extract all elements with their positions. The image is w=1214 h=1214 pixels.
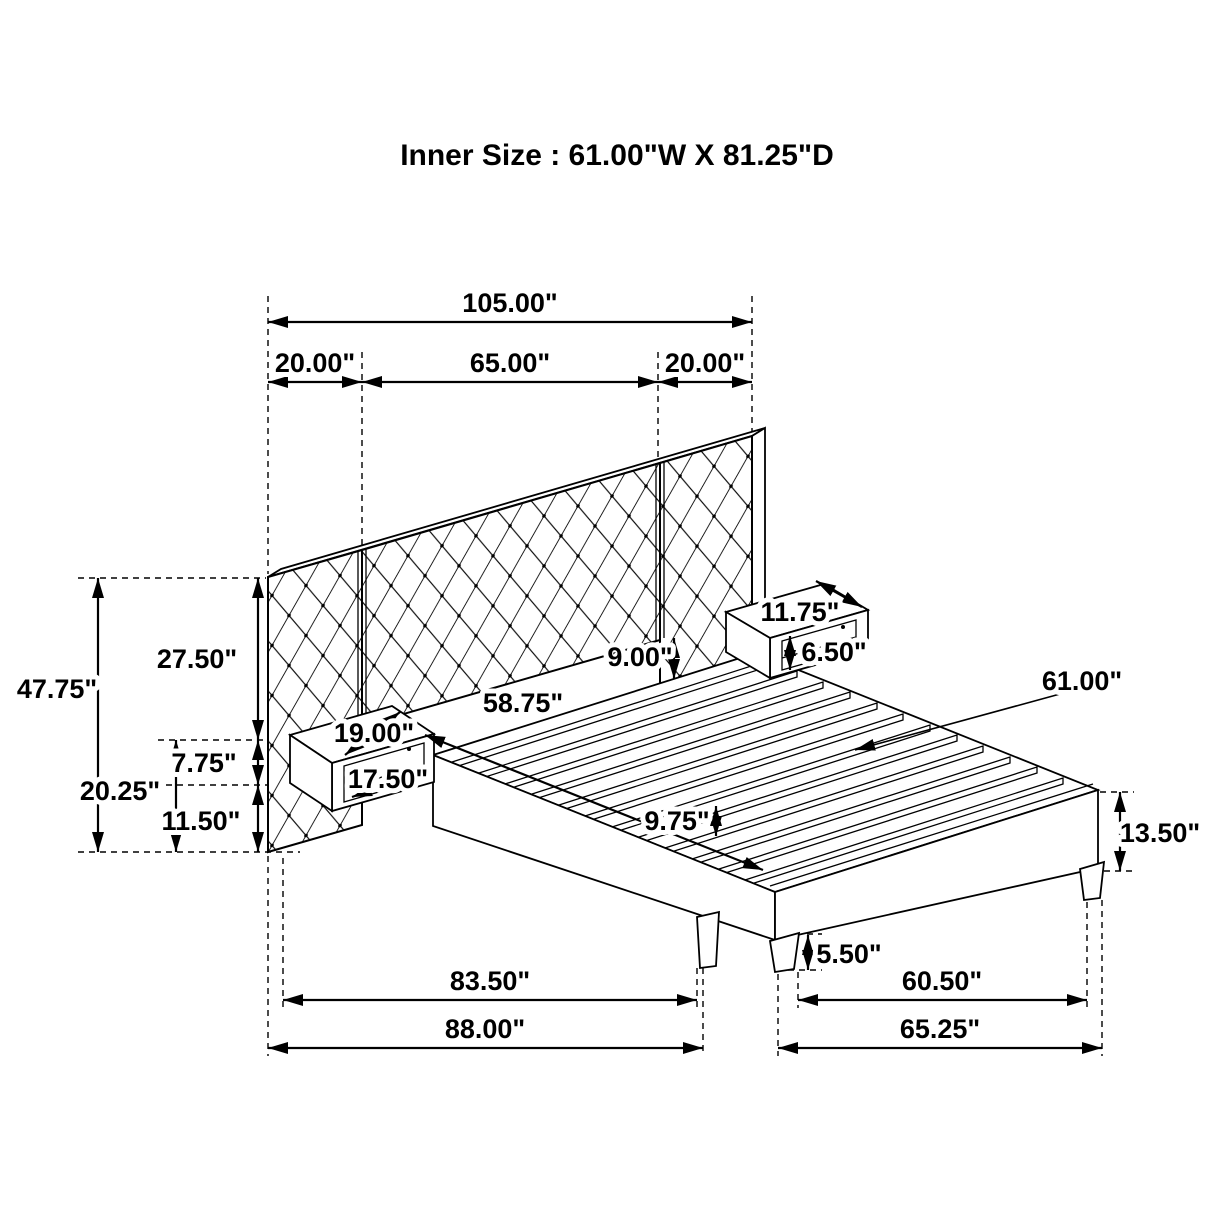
label-overall-depth: 88.00": [444, 1014, 526, 1044]
label-left-panel-width: 20.00": [274, 348, 356, 378]
label-total-height: 47.75": [16, 674, 98, 704]
label-leg-height: 5.50": [816, 939, 882, 969]
label-shelf-top-to-floor: 20.25": [79, 776, 161, 806]
label-platform-depth: 83.50": [449, 966, 531, 996]
right-leg: [1080, 862, 1104, 900]
label-platform-height: 13.50": [1119, 818, 1201, 848]
label-headboard-bottom-gap: 9.00": [607, 642, 673, 672]
label-slat-section: 9.75": [644, 806, 710, 836]
label-overall-frame-width: 65.25": [899, 1014, 981, 1044]
diagram-title: Inner Size : 61.00"W X 81.25"D: [400, 139, 834, 172]
label-headboard-width: 65.00": [469, 348, 551, 378]
dimension-labels: [17, 288, 1200, 1044]
right-shelf-knob: [841, 625, 845, 629]
dimension-lines: [98, 322, 1123, 1048]
extension-lines: [78, 296, 1134, 1056]
label-footboard-width: 60.50": [901, 966, 983, 996]
label-left-shelf-width: 17.50": [347, 764, 429, 794]
label-slat-width: 61.00": [1041, 666, 1123, 696]
label-right-shelf-opening-height: 6.50": [801, 637, 867, 667]
label-headboard-top-to-shelf: 27.50": [156, 644, 238, 674]
label-shelf-bottom-to-floor: 11.50": [161, 806, 241, 836]
label-right-panel-width: 20.00": [664, 348, 746, 378]
label-right-shelf-width: 11.75": [760, 597, 840, 627]
label-overall-width: 105.00": [462, 288, 558, 318]
label-left-shelf-depth: 19.00": [333, 718, 415, 748]
label-shelf-face-height: 7.75": [171, 748, 237, 778]
mid-leg: [697, 912, 719, 968]
label-side-rail-length: 58.75": [482, 688, 564, 718]
